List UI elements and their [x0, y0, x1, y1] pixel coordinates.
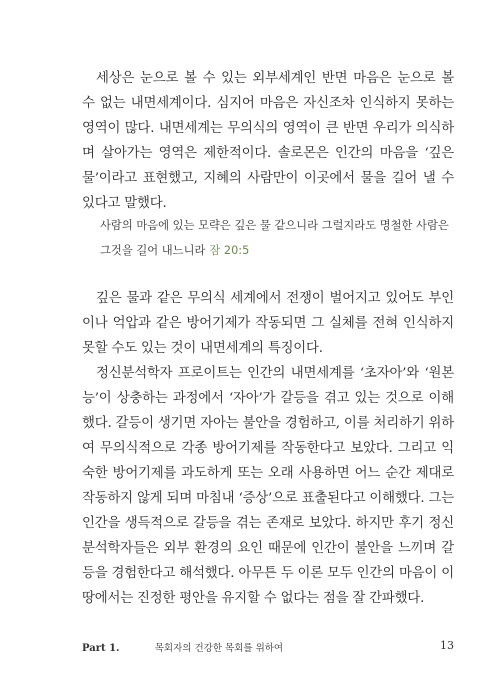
quote-body — [100, 213, 452, 263]
footer-chapter-title: 목회자의 건강한 목회를 위하여 — [154, 643, 284, 654]
scripture-quote — [100, 213, 452, 263]
main-paragraph-block — [82, 286, 454, 611]
paragraph-1: 세상은 눈으로 볼 수 있는 외부세계인 반면 마음은 눈으로 볼 수 없는 내면세계이다. 심지어 마음은 자신조차 인식하지 못하는 영역이 많다. 내면세계는 무의식의 영역이 큰 반면 우리가 의식하며 살아가는 영역은 제한적이다. 솔로몬은 인간의 마음을 ‘깊은 물’이라고 표현했고, 지혜의 사람만이 이곳에서 물을 길어 낼 수 있다고 말했다. — [82, 71, 454, 211]
page-number: 13 — [440, 639, 454, 652]
footer-part-label: Part 1. — [82, 643, 120, 654]
paragraph-3: 정신분석학자 프로이트는 인간의 내면세계를 ‘초자아’와 ‘원본능’이 상충하는 과정에서 ‘자아’가 갈등을 겪고 있는 것으로 이해했다. 갈등이 생기면 자아는 불안을 경험하고, 이를 처리하기 위하여 무의식적으로 각종 방어기제를 작동한다고 보았다. 그리고 익숙한 방어기제를 과도하게 또는 오래 사용하면 어느 순간 제대로 작동하지 않게 되며 마침내 ‘증상’으로 표출된다고 이해했다. 그는 인간을 생득적으로 갈등을 겪는 존재로 보았다. 하지만 후기 정신분석학자들은 외부 환경의 요인 때문에 인간이 불안을 느끼며 갈등을 경험한다고 해석했다. 아무튼 두 이론 모두 인간의 마음이 이 땅에서는 진정한 평안을 유지할 수 없다는 점을 잘 간파했다. — [82, 366, 454, 606]
paragraph-2: 깊은 물과 같은 무의식 세계에서 전쟁이 벌어지고 있어도 부인이나 억압과 같은 방어기제가 작동되면 그 실체를 전혀 인식하지 못할 수도 있는 것이 내면세계의 특징이다. — [82, 291, 454, 356]
quote-reference: 잠 20:5 — [209, 244, 250, 257]
intro-paragraph-block — [82, 66, 454, 216]
page-footer — [82, 640, 454, 654]
quote-text: 사람의 마음에 있는 모략은 깊은 물 같으니라 그럴지라도 명철한 사람은 그것을 길어 내느니라 — [100, 219, 449, 257]
